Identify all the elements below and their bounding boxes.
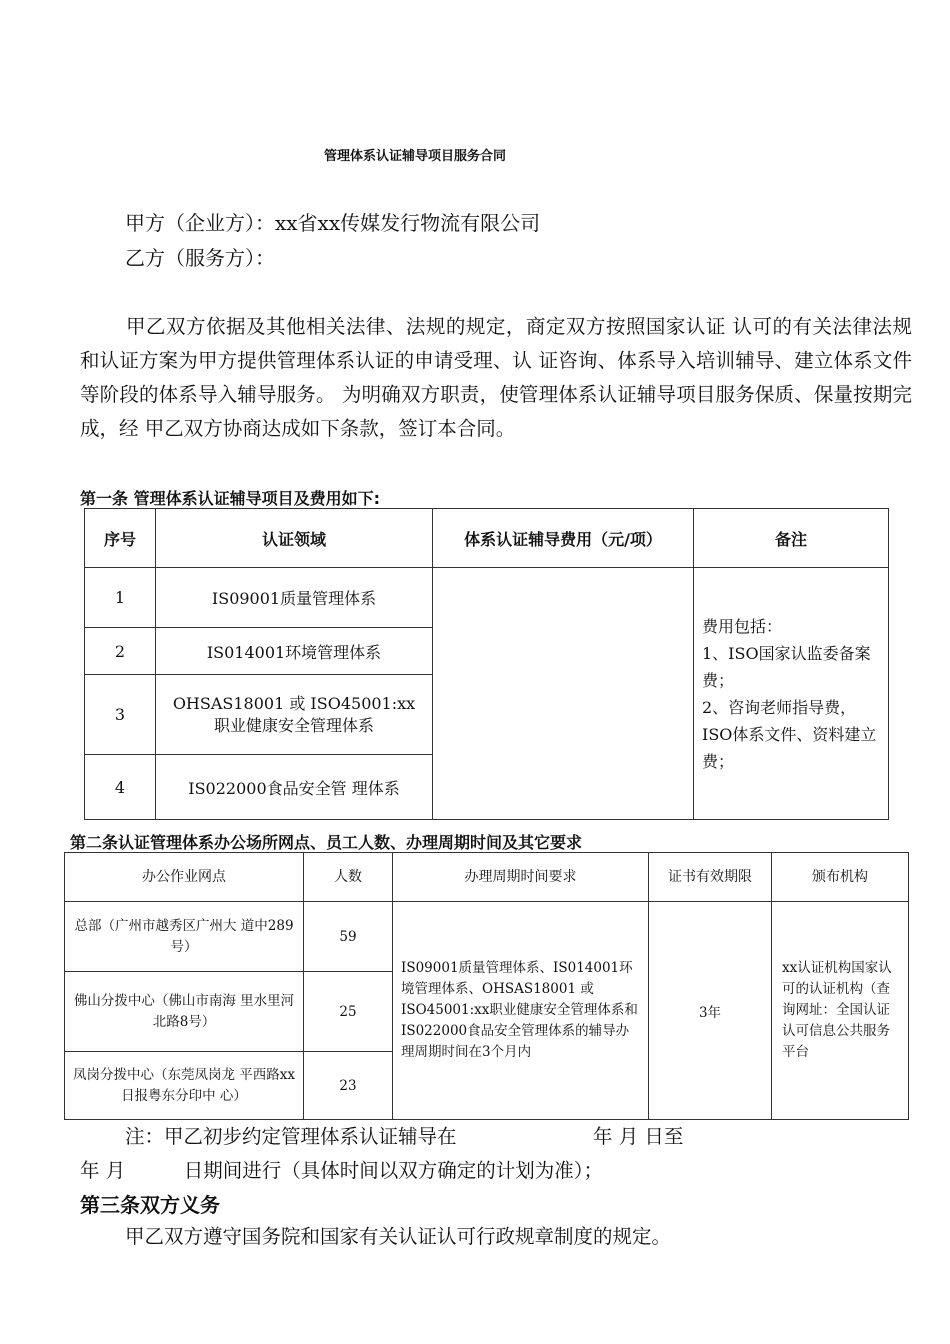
article3-heading: 第三条双方义务 xyxy=(80,1193,220,1217)
cert-field: IS014001环境管理体系 xyxy=(156,628,433,675)
cert-field: IS022000食品安全管 理体系 xyxy=(156,755,433,820)
fee-note xyxy=(694,568,889,820)
cert-field xyxy=(156,675,433,755)
col-header: 颁布机构 xyxy=(772,853,909,902)
article2-heading: 第二条认证管理体系办公场所网点、员工人数、办理周期时间及其它要求 xyxy=(70,833,583,852)
site-name: 凤岗分拨中心（东莞凤岗龙 平西路xx日报粤东分印中 心） xyxy=(65,1052,304,1120)
staff-count: 25 xyxy=(304,972,393,1052)
note-line-1: 注：甲乙初步约定管理体系认证辅导在 年 月 日至 xyxy=(125,1125,684,1148)
article1-heading: 第一条 管理体系认证辅导项目及费用如下: xyxy=(80,489,380,508)
note-line-2: 年 月 日期间进行（具体时间以双方确定的计划为准）； xyxy=(80,1159,603,1182)
row-number: 3 xyxy=(85,675,156,755)
col-header: 备注 xyxy=(694,509,889,568)
col-header: 办理周期时间要求 xyxy=(393,853,649,902)
staff-count: 23 xyxy=(304,1052,393,1120)
row-number: 2 xyxy=(85,628,156,675)
col-header: 人数 xyxy=(304,853,393,902)
cert-field-line: OHSAS18001 或 ISO45001:xx xyxy=(172,693,416,713)
col-header: 办公作业网点 xyxy=(65,853,304,902)
cert-field-line: 职业健康安全管理体系 xyxy=(213,715,374,735)
period-requirement: IS09001质量管理体系、IS014001环境管理体系、OHSAS18001 或 ISO45001:xx职业健康安全管理体系和IS022000食品安全管理体系的辅导办理周期时间在3个月内 xyxy=(393,902,649,1120)
col-header: 证书有效期限 xyxy=(649,853,772,902)
issuer: xx认证机构国家认可的认证机构（查询网址：全国认证认可信息公共服务平台 xyxy=(772,902,909,1120)
page-title: 管理体系认证辅导项目服务合同 xyxy=(323,149,506,164)
party-a: 甲方（企业方）：xx省xx传媒发行物流有限公司 xyxy=(125,211,541,235)
note-line: 费用包括： xyxy=(702,616,783,636)
note-line: 1、ISO国家认监委备案费； xyxy=(702,643,871,690)
row-number: 1 xyxy=(85,568,156,628)
intro-paragraph: 甲乙双方依据及其他相关法律、法规的规定，商定双方按照国家认证 认可的有关法律法规和认证方案为甲方提供管理体系认证的申请受理、认 证咨询、体系导入培训辅导、建立体系文件等阶段的体系导入辅导服务。 为明确双方职责，使管理体系认证辅导项目服务保质、保量按期完成，经 甲乙双方协商达成如下条款，签订本合同。 xyxy=(80,315,912,440)
col-header: 认证领域 xyxy=(156,509,433,568)
validity: 3年 xyxy=(649,902,772,1120)
note-line: 2、咨询老师指导费，ISO体系文件、资料建立费； xyxy=(702,697,877,771)
site-name: 佛山分拨中心（佛山市南海 里水里河北路8号） xyxy=(65,972,304,1052)
cert-field: IS09001质量管理体系 xyxy=(156,568,433,628)
site-name: 总部（广州市越秀区广州大 道中289号） xyxy=(65,902,304,972)
staff-count: 59 xyxy=(304,902,393,972)
fee-cell xyxy=(433,568,694,820)
col-header: 体系认证辅导费用（元/项） xyxy=(433,509,694,568)
row-number: 4 xyxy=(85,755,156,820)
col-header: 序号 xyxy=(85,509,156,568)
party-b: 乙方（服务方）： xyxy=(125,246,275,270)
article3-text: 甲乙双方遵守国务院和国家有关认证认可行政规章制度的规定。 xyxy=(125,1225,672,1248)
fee-table xyxy=(84,508,889,820)
site-table xyxy=(64,852,909,1120)
